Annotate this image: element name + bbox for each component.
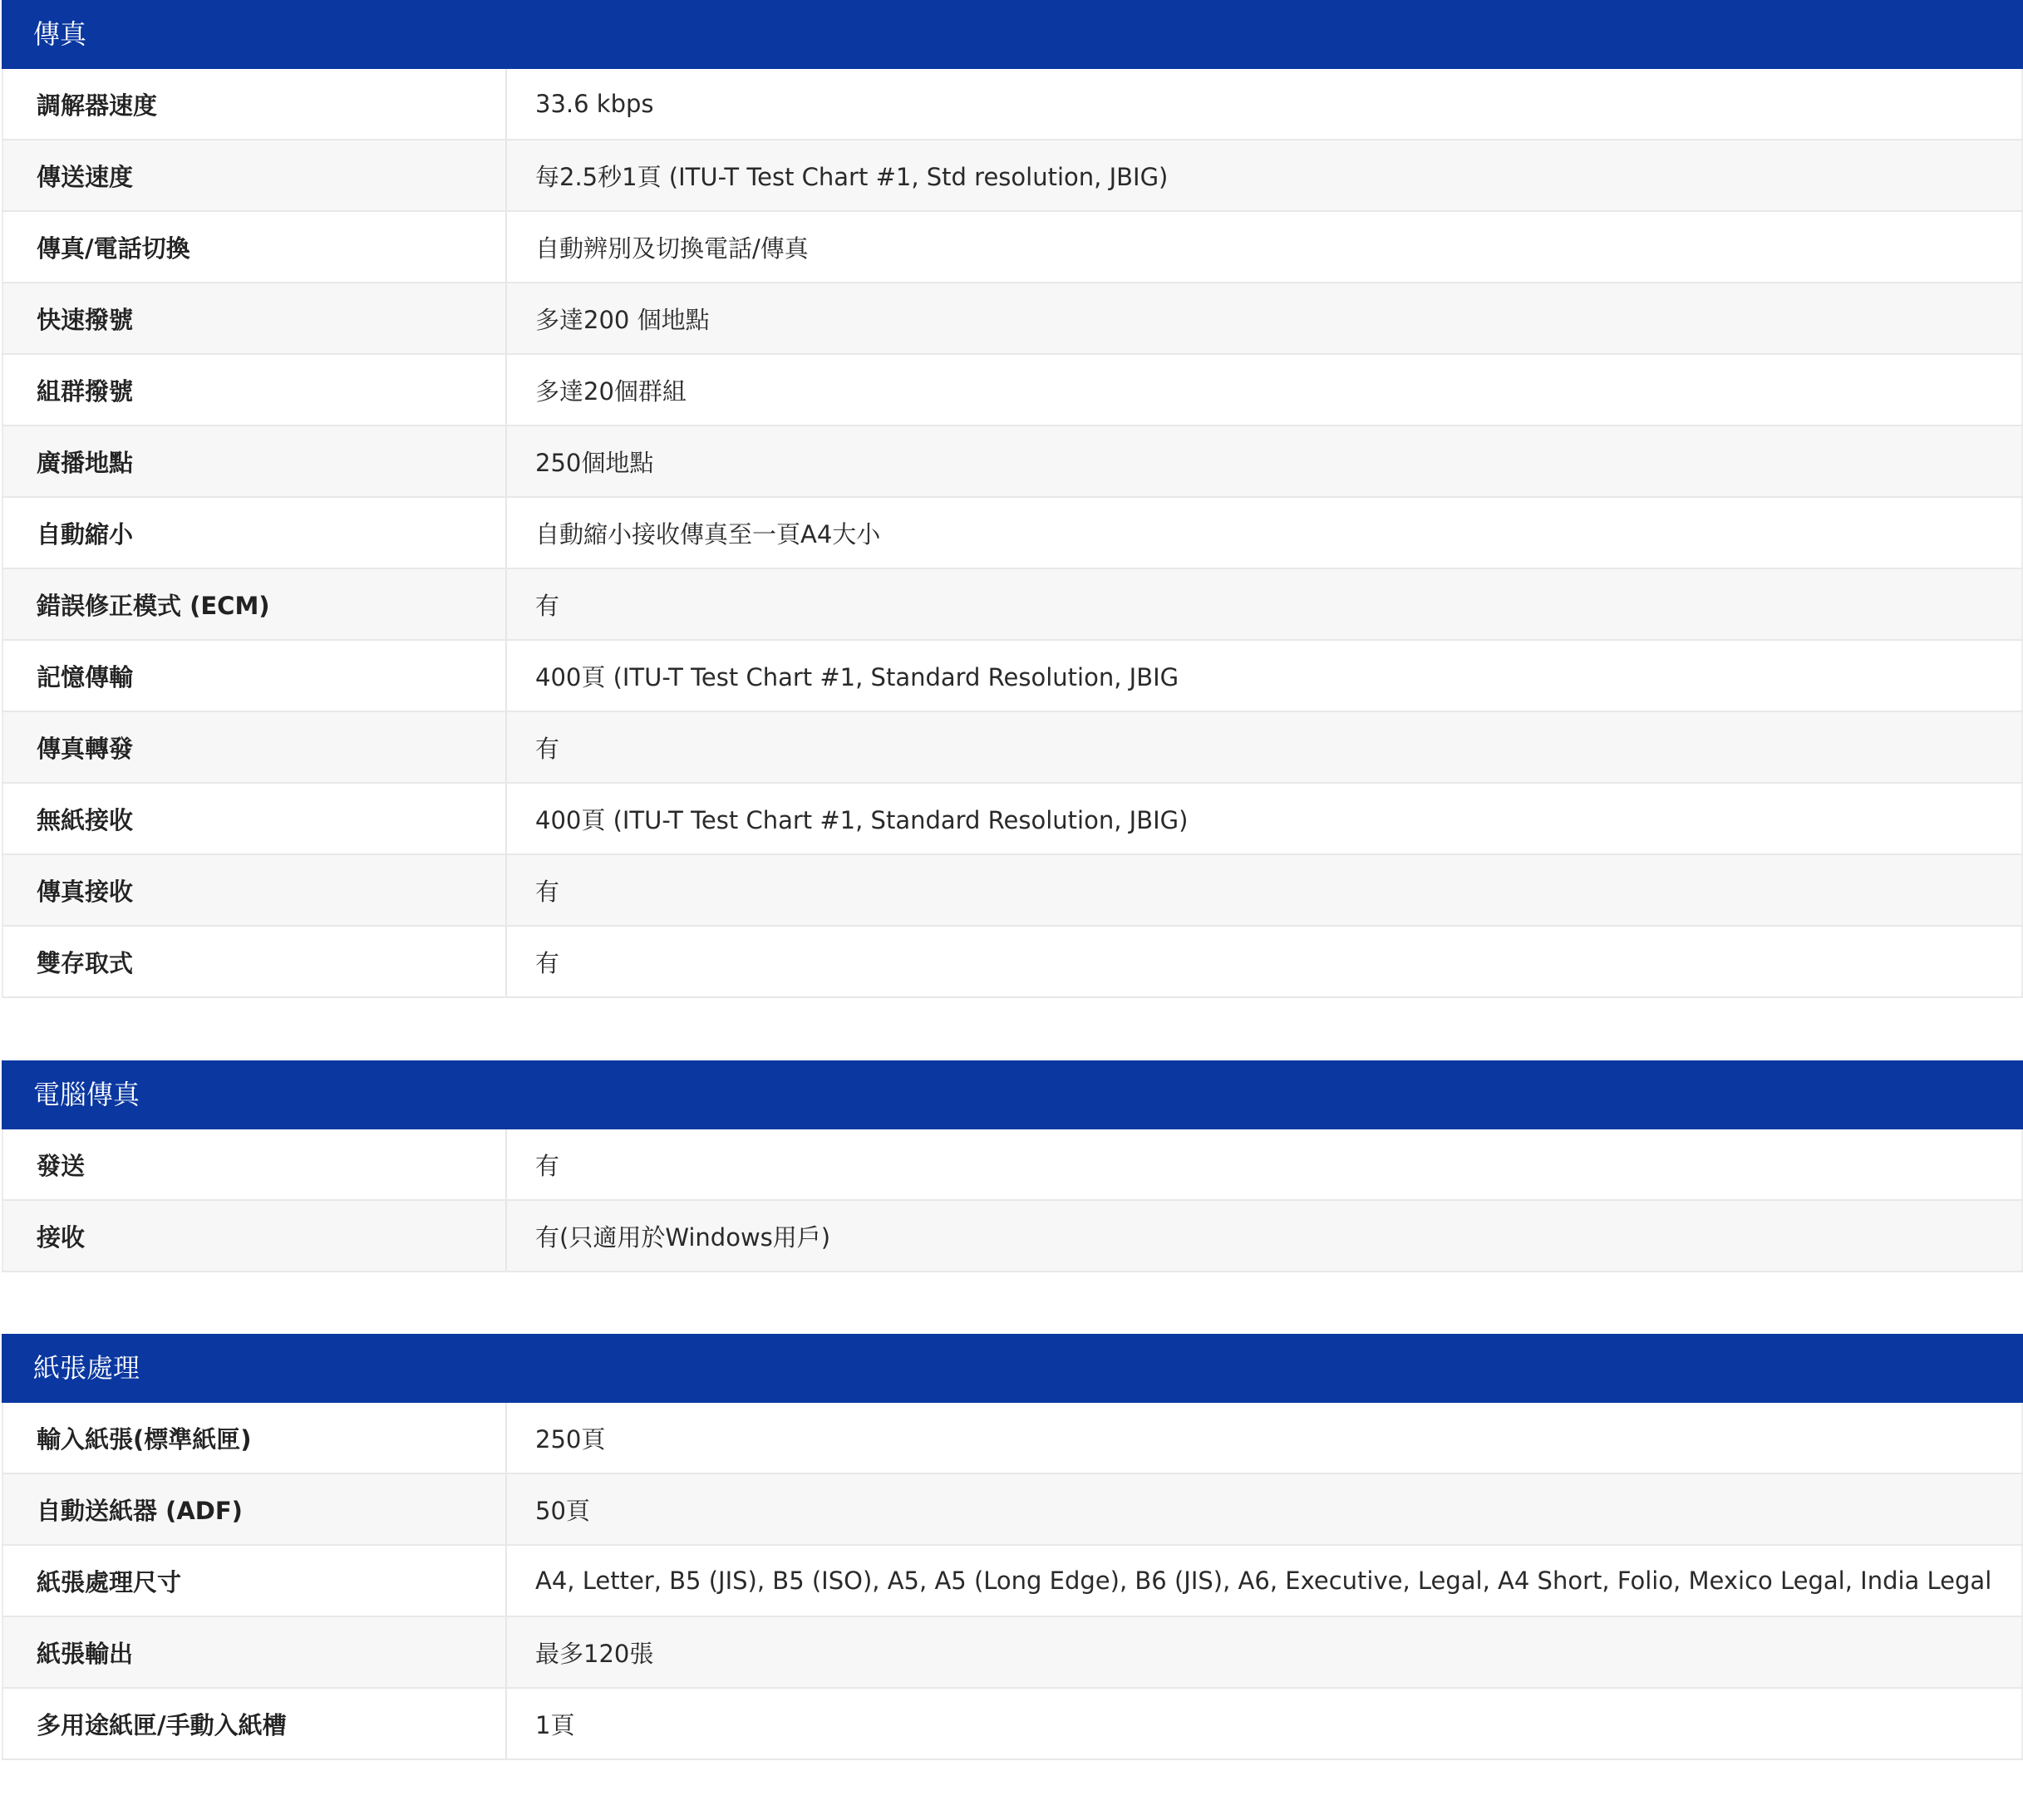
spec-label: 自動送紙器 (ADF) [2,1474,507,1544]
spec-value: 1頁 [507,1689,2023,1759]
spec-row [2,355,2023,426]
spec-value: 250頁 [507,1403,2023,1473]
spec-value: 有 [507,855,2023,925]
spec-row [2,498,2023,569]
spec-value: 50頁 [507,1474,2023,1544]
spec-row [2,1474,2023,1546]
spec-value: 自動縮小接收傳真至一頁A4大小 [507,498,2023,568]
spec-row [2,641,2023,712]
spec-value: 33.6 kbps [507,69,2023,139]
spec-row [2,784,2023,855]
paper-handling-spec-section [2,1334,2023,1760]
spec-label: 雙存取式 [2,927,507,996]
spec-row [2,569,2023,641]
section-header-fax: 傳真 [2,0,2023,69]
spec-value: 有 [507,1129,2023,1199]
spec-row [2,1617,2023,1689]
spec-label: 傳送速度 [2,140,507,210]
spec-row [2,927,2023,998]
spec-label: 調解器速度 [2,69,507,139]
spec-label: 發送 [2,1129,507,1199]
spec-label: 紙張處理尺寸 [2,1546,507,1616]
spec-row [2,1201,2023,1272]
spec-value: 有 [507,712,2023,782]
spec-row [2,1129,2023,1201]
section-header-pc-fax: 電腦傳真 [2,1060,2023,1129]
spec-row [2,1689,2023,1760]
spec-row [2,212,2023,283]
spec-label: 無紙接收 [2,784,507,853]
spec-label: 輸入紙張(標準紙匣) [2,1403,507,1473]
spec-label: 傳真/電話切換 [2,212,507,282]
spec-label: 自動縮小 [2,498,507,568]
spec-label: 傳真接收 [2,855,507,925]
spec-value: 最多120張 [507,1617,2023,1687]
spec-row [2,855,2023,927]
spec-value: 每2.5秒1頁 (ITU-T Test Chart #1, Std resolution, JBIG) [507,140,2023,210]
spec-value: 400頁 (ITU-T Test Chart #1, Standard Resolution, JBIG [507,641,2023,711]
spec-label: 組群撥號 [2,355,507,425]
spec-value: A4, Letter, B5 (JIS), B5 (ISO), A5, A5 (Long Edge), B6 (JIS), A6, Executive, Legal, A4 Short, Folio, Mexico Legal, India Legal [507,1546,2023,1616]
spec-value: 多達20個群組 [507,355,2023,425]
spec-label: 多用途紙匣/手動入紙槽 [2,1689,507,1759]
spec-value: 有(只適用於Windows用戶) [507,1201,2023,1271]
spec-value: 有 [507,569,2023,639]
spec-value: 400頁 (ITU-T Test Chart #1, Standard Resolution, JBIG) [507,784,2023,853]
spec-label: 接收 [2,1201,507,1271]
spec-label: 錯誤修正模式 (ECM) [2,569,507,639]
spec-row [2,1403,2023,1474]
spec-row [2,426,2023,498]
spec-row [2,140,2023,212]
pc-fax-spec-section [2,1060,2023,1272]
spec-label: 紙張輸出 [2,1617,507,1687]
spec-row [2,69,2023,140]
spec-label: 廣播地點 [2,426,507,496]
spec-value: 多達200 個地點 [507,283,2023,353]
spec-value: 自動辨別及切換電話/傳真 [507,212,2023,282]
spec-value: 250個地點 [507,426,2023,496]
spec-label: 傳真轉發 [2,712,507,782]
spec-value: 有 [507,927,2023,996]
spec-label: 記憶傳輸 [2,641,507,711]
fax-spec-section [2,0,2023,998]
spec-row [2,283,2023,355]
section-header-paper-handling: 紙張處理 [2,1334,2023,1403]
spec-row [2,712,2023,784]
spec-label: 快速撥號 [2,283,507,353]
spec-row [2,1546,2023,1617]
